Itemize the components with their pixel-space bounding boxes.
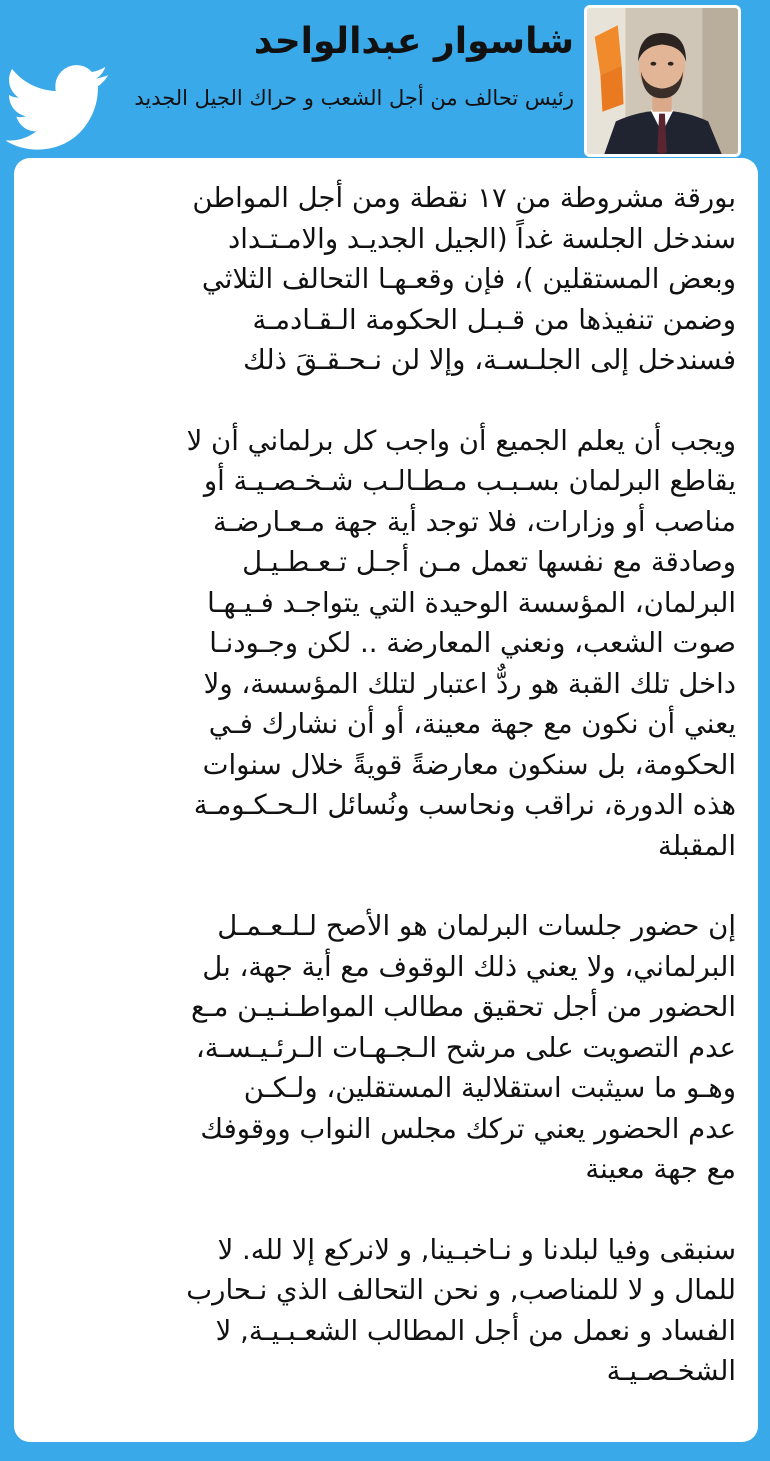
twitter-bird-icon — [6, 62, 110, 154]
text-line: عدم التصويت على مرشح الـجـهـات الـرئـيـسـة، — [195, 1031, 736, 1064]
text-line: إن حضور جلسات البرلمان هو الأصح لـلـعـمـل — [217, 910, 736, 942]
text-line: صوت الشعب، ونعني المعارضة .. لكن وجـودنـا — [209, 627, 736, 659]
text-line: هذه الدورة، نراقب ونحاسب ونُسائل الـحـكـومـة — [193, 789, 736, 821]
text-line: بورقة مشروطة من ١٧ نقطة ومن أجل المواطن — [192, 182, 736, 214]
avatar — [584, 5, 741, 157]
profile-title: رئيس تحالف من أجل الشعب و حراك الجيل الجديد — [134, 86, 574, 110]
paragraph-2 — [36, 421, 736, 867]
statement-card — [14, 158, 758, 1442]
text-line: البرلمان، المؤسسة الوحيدة التي يتواجـد فـيـهـا — [207, 586, 736, 619]
text-line: الشخـصـيـة — [606, 1355, 736, 1387]
text-line: عدم الحضور يعني تركك مجلس النواب ووقوفك — [200, 1112, 736, 1145]
text-line: سندخل الجلسة غداً (الجيل الجديـد والامـتـداد — [228, 222, 736, 255]
paragraph-3 — [36, 906, 736, 1190]
text-line: وبعض المستقلين )، فإن وقعـهـا التحالف الثلاثي — [201, 263, 736, 295]
text-line: فسندخل إلى الجلـسـة، وإلا لن نـحـقـقَ ذلك — [243, 344, 736, 376]
text-line: يعني أن نكون مع جهة معينة، أو أن نشارك فـي — [208, 708, 736, 740]
text-line: مناصب أو وزارات، فلا توجد أية جهة مـعـارضـة — [213, 505, 736, 538]
text-line: مع جهة معينة — [585, 1153, 736, 1185]
text-line: الفساد و نعمل من أجل المطالب الشعـبـيـة, لا — [215, 1314, 736, 1347]
profile-name: شاسوار عبدالواحد — [253, 21, 574, 62]
text-line: البرلماني، ولا يعني ذلك الوقوف مع أية جهة، بل — [202, 950, 736, 983]
text-line: داخل تلك القبة هو ردٌّ اعتبار لتلك المؤسسة، ولا — [203, 667, 736, 700]
paragraph-4 — [36, 1230, 736, 1392]
text-line: للمال و لا للمناصب, و نحن التحالف الذي نـحارب — [186, 1274, 736, 1306]
text-line: وصادقة مع نفسها تعمل مـن أجـل تـعـطـيـل — [242, 546, 736, 578]
text-line: ويجب أن يعلم الجميع أن واجب كل برلماني أن لا — [186, 424, 736, 457]
text-line: الحكومة، بل سنكون معارضةً قويةً خلال سنوات — [202, 748, 736, 781]
text-line: يقاطع البرلمان بسـبـب مـطـالـب شـخـصـيـة أو — [203, 465, 736, 497]
paragraph-1 — [36, 178, 736, 381]
text-line: المقبلة — [658, 829, 736, 862]
text-line: سنبقى وفيا لبلدنا و نـاخبـينا, و لانركع إلا لله. لا — [217, 1233, 736, 1266]
text-line: الحضور من أجل تحقيق مطالب المواطـنـيـن مـع — [190, 991, 736, 1023]
text-line: وهـو ما سيثبت استقلالية المستقلين، ولـكـن — [243, 1072, 736, 1104]
text-line: وضمن تنفيذها من قـبـل الحكومة الـقـادمـة — [252, 303, 736, 336]
